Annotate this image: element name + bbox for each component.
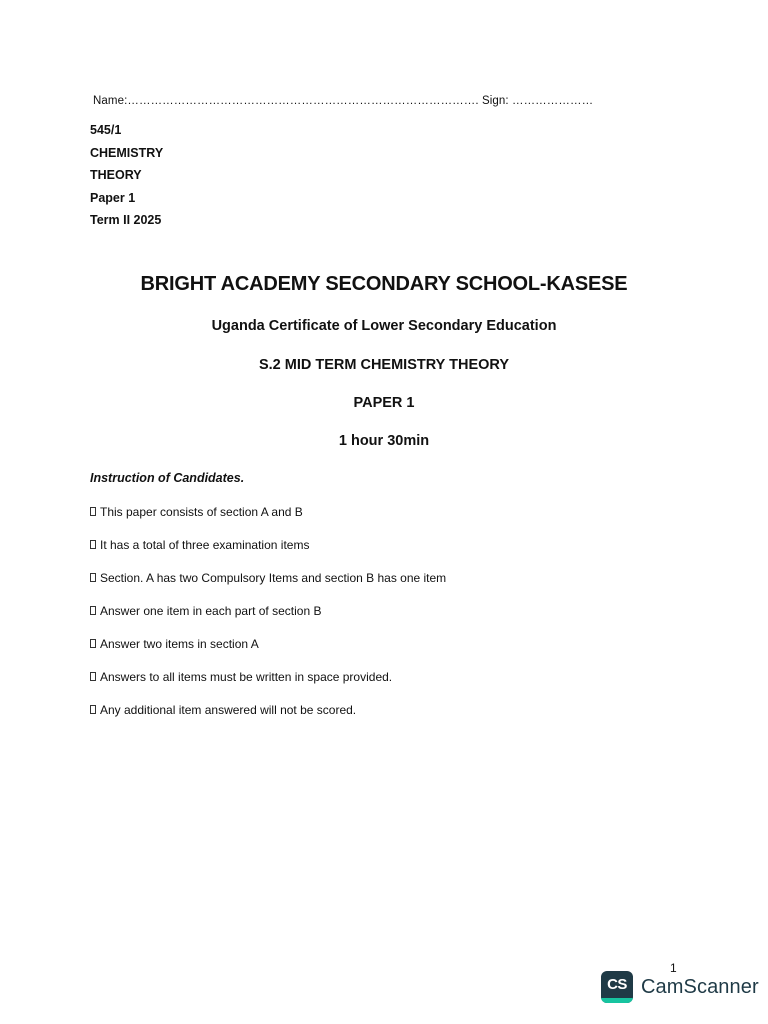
list-item bbox=[90, 603, 446, 636]
camscanner-logo-icon bbox=[601, 971, 633, 1003]
paper-term: Term II 2025 bbox=[90, 213, 162, 227]
instructions-heading: Instruction of Candidates. bbox=[90, 471, 245, 485]
instruction-text: Answer two items in section A bbox=[100, 637, 259, 651]
certificate-title: Uganda Certificate of Lower Secondary Education bbox=[211, 318, 557, 334]
list-item bbox=[90, 504, 446, 537]
logo-text: CS bbox=[607, 976, 627, 993]
school-title: BRIGHT ACADEMY SECONDARY SCHOOL-KASESE bbox=[140, 273, 628, 295]
bullet-box-icon bbox=[90, 573, 96, 582]
list-item bbox=[90, 537, 446, 570]
bullet-box-icon bbox=[90, 705, 96, 714]
camscanner-watermark bbox=[601, 971, 759, 1003]
list-item bbox=[90, 570, 446, 603]
exam-title: S.2 MID TERM CHEMISTRY THEORY bbox=[258, 357, 509, 373]
instruction-text: This paper consists of section A and B bbox=[100, 505, 303, 519]
paper-title: PAPER 1 bbox=[353, 395, 415, 411]
bullet-box-icon bbox=[90, 606, 96, 615]
paper-number: Paper 1 bbox=[90, 190, 136, 205]
page-number: 1 bbox=[670, 961, 677, 975]
paper-subject: CHEMISTRY bbox=[90, 145, 164, 160]
list-item bbox=[90, 702, 446, 735]
instructions-list bbox=[90, 504, 446, 735]
paper-meta bbox=[90, 119, 163, 232]
instruction-text: It has a total of three examination items bbox=[100, 538, 310, 552]
instruction-text: Answer one item in each part of section B bbox=[100, 604, 322, 618]
list-item bbox=[90, 669, 446, 702]
instruction-text: Answers to all items must be written in space provided. bbox=[100, 670, 393, 684]
instruction-text: Section. A has two Compulsory Items and section B has one item bbox=[100, 571, 447, 585]
logo-accent-bar bbox=[601, 998, 633, 1003]
bullet-box-icon bbox=[90, 672, 96, 681]
bullet-box-icon bbox=[90, 540, 96, 549]
paper-code: 545/1 bbox=[90, 123, 122, 137]
camscanner-brand-text: CamScanner bbox=[641, 975, 759, 998]
bullet-box-icon bbox=[90, 639, 96, 648]
exam-duration: 1 hour 30min bbox=[338, 433, 430, 449]
list-item bbox=[90, 636, 446, 669]
bullet-box-icon bbox=[90, 507, 96, 516]
name-sign-line: Name:………………………………………………………………………………. Sign: ………………… bbox=[93, 95, 594, 107]
instruction-text: Any additional item answered will not be scored. bbox=[100, 703, 357, 717]
paper-type: THEORY bbox=[90, 168, 142, 182]
